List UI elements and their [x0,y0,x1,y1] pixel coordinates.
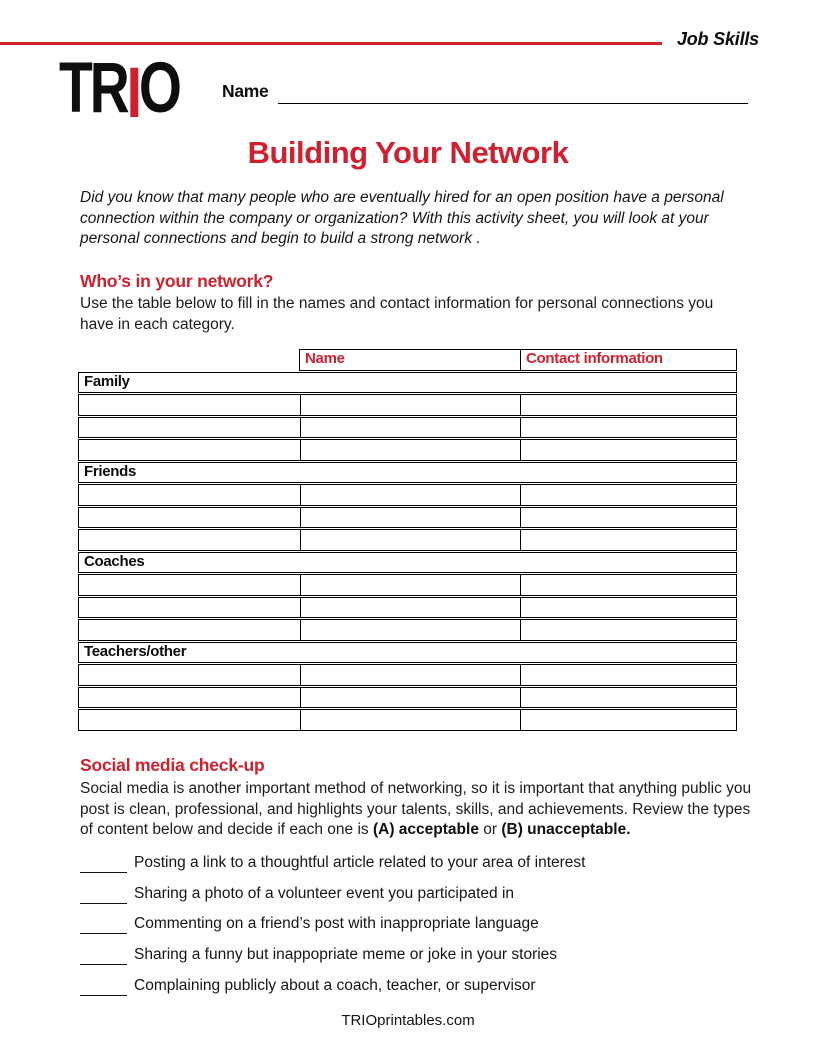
footer-url: TRIOprintables.com [341,1012,475,1029]
checklist-item [80,941,720,965]
logo-part-i: I [126,54,139,133]
name-field-row [222,81,748,104]
table-blank-cell [79,710,300,730]
logo-part-tr: TR [59,49,127,128]
page-title: Building Your Network [247,135,569,170]
table-header-row [78,349,737,371]
network-section-description: Use the table below to fill in the names and contact information for personal connections you have in each category. [80,295,714,333]
option-a-label: (A) acceptable [372,821,479,839]
table-header-spacer [78,349,299,371]
network-section-heading: Who’s in your network? [80,271,274,291]
table-blank-cell [300,485,520,505]
header-category-label: Job Skills [676,29,759,49]
column-header-name: Name [305,350,345,367]
table-category-row: Friends [78,462,737,484]
checklist-item-label: Complaining publicly about a coach, teacher, or supervisor [134,976,536,994]
checklist-item-label: Sharing a funny but inappopriate meme or joke in your stories [134,946,558,964]
table-header-cells [299,349,737,371]
table-row [78,507,737,529]
table-row [78,574,737,596]
answer-blank-line [80,947,127,965]
network-table-body [78,372,737,731]
table-row [78,484,737,506]
trio-logo [59,49,179,133]
table-row [78,597,737,619]
table-blank-cell [520,598,736,618]
table-blank-cell [300,710,520,730]
logo-part-o: O [138,49,179,128]
checklist-item [80,880,720,904]
name-label: Name [222,81,269,101]
table-blank-cell [520,575,736,595]
intro-paragraph: Did you know that many people who are eventually hired for an open position have a personal connection within the company or organization? With this activity sheet, you will look at your personal connections and begin to build a strong network . [80,189,724,248]
table-blank-cell [79,440,300,460]
table-blank-cell [520,508,736,528]
social-description-text: Social media is another important method of networking, so it is important that anything public you post is clean, professional, and highlights your talents, skills, and achievements. Review the types of content below and decide if each one is [80,780,752,839]
checklist-item-label: Sharing a photo of a volunteer event you participated in [134,884,515,902]
table-row [78,417,737,439]
table-row [78,394,737,416]
table-blank-cell [520,620,736,640]
table-row [78,439,737,461]
table-blank-cell [79,418,300,438]
table-blank-cell [520,485,736,505]
social-section-description [80,779,752,841]
table-blank-cell [300,665,520,685]
table-blank-cell [79,575,300,595]
table-category-row: Coaches [78,552,737,574]
table-category-row: Family [78,372,737,394]
checklist-item-label: Posting a link to a thoughtful article related to your area of interest [134,854,586,871]
table-blank-cell [520,665,736,685]
table-blank-cell [79,620,300,640]
table-blank-cell [300,620,520,640]
table-row [78,529,737,551]
table-row [78,619,737,641]
social-description-connector: or [478,821,502,839]
table-row [78,687,737,709]
table-row [78,709,737,731]
table-blank-cell [300,688,520,708]
table-blank-cell [300,575,520,595]
table-blank-cell [300,530,520,550]
table-blank-cell [300,418,520,438]
table-blank-cell [300,508,520,528]
answer-blank-line [80,886,127,904]
checklist-item [80,849,720,873]
table-blank-cell [520,440,736,460]
table-blank-cell [79,665,300,685]
table-blank-cell [300,598,520,618]
checklist-item [80,910,720,934]
social-section-heading: Social media check-up [80,755,265,775]
table-blank-cell [520,418,736,438]
answer-blank-line [80,978,127,996]
option-b-label: (B) unacceptable. [501,821,631,839]
answer-blank-line [80,916,127,934]
answer-blank-line [80,855,127,873]
table-blank-cell [520,710,736,730]
checklist-item [80,972,720,996]
column-header-contact: Contact information [520,350,736,370]
checklist [80,849,720,1002]
table-row [78,664,737,686]
table-blank-cell [520,688,736,708]
header-rule [0,42,662,45]
table-blank-cell [79,508,300,528]
table-blank-cell [520,530,736,550]
table-category-row: Teachers/other [78,642,737,664]
table-blank-cell [520,395,736,415]
table-blank-cell [300,440,520,460]
checklist-item-label: Commenting on a friend’s post with inappropriate language [134,915,539,933]
table-blank-cell [79,598,300,618]
table-blank-cell [300,395,520,415]
name-blank-line [278,81,748,104]
table-blank-cell [79,395,300,415]
network-table [78,349,737,732]
table-blank-cell [79,530,300,550]
table-blank-cell [79,688,300,708]
table-blank-cell [79,485,300,505]
